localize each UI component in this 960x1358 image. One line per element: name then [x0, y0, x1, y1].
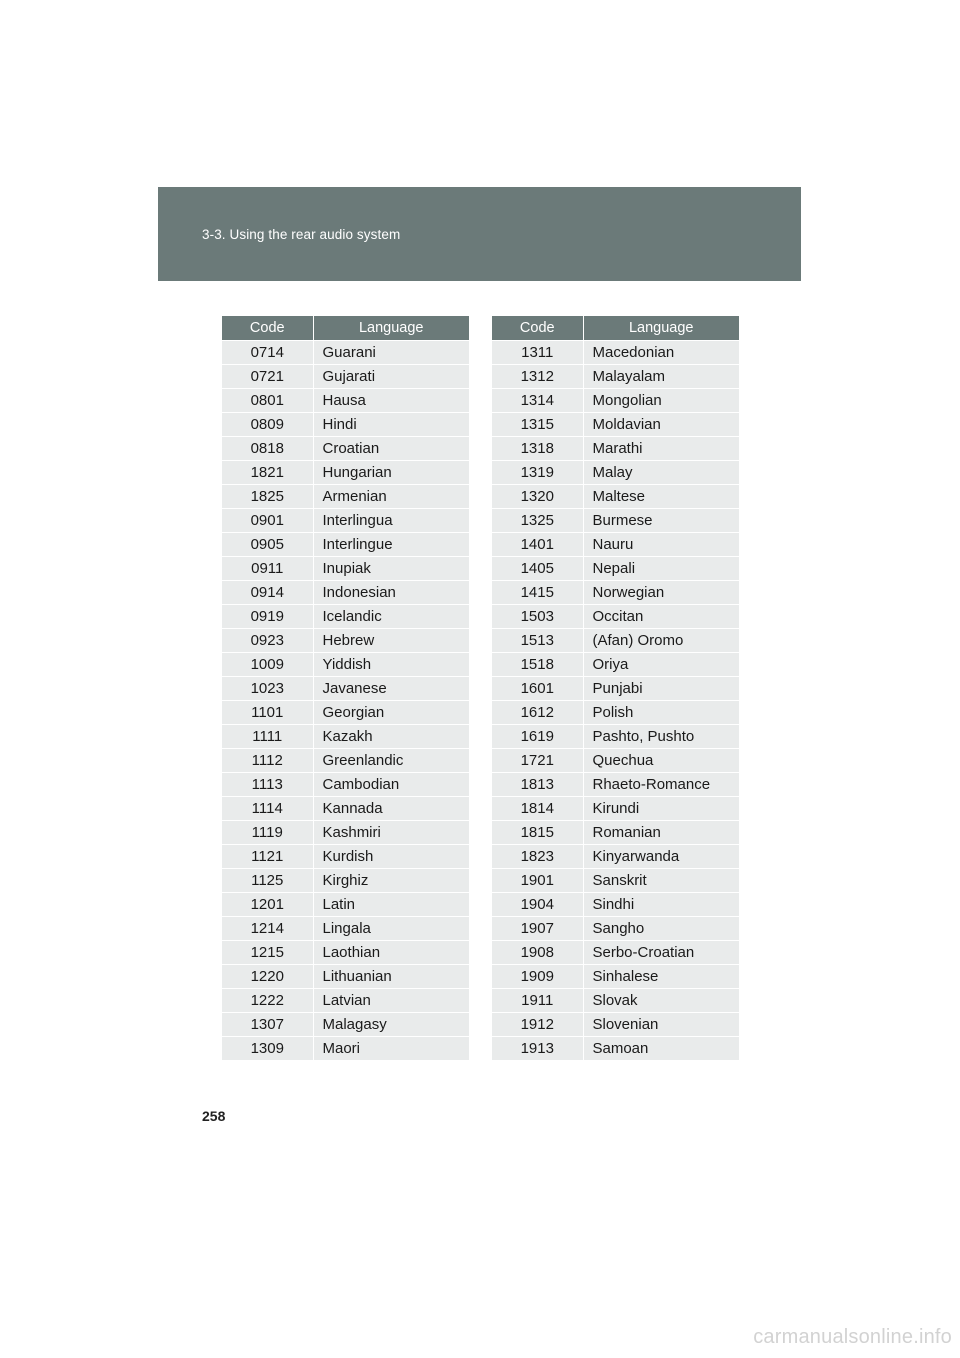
language-name-cell: Polish	[583, 701, 739, 725]
language-name-cell: Malagasy	[313, 1013, 469, 1037]
table-row	[222, 533, 469, 557]
language-name-cell: Georgian	[313, 701, 469, 725]
language-code-cell: 1101	[222, 701, 313, 725]
table-row	[492, 701, 739, 725]
language-name-cell: Nepali	[583, 557, 739, 581]
language-name-cell: Lingala	[313, 917, 469, 941]
language-name-cell: Inupiak	[313, 557, 469, 581]
table-row	[492, 797, 739, 821]
language-name-cell: Cambodian	[313, 773, 469, 797]
language-name-cell: Mongolian	[583, 389, 739, 413]
table-row	[222, 437, 469, 461]
language-name-cell: Latin	[313, 893, 469, 917]
language-code-cell: 1911	[492, 989, 583, 1013]
table-row	[492, 845, 739, 869]
table-row	[222, 605, 469, 629]
language-name-cell: Maltese	[583, 485, 739, 509]
language-code-cell: 1912	[492, 1013, 583, 1037]
table-row	[222, 1013, 469, 1037]
table-row	[222, 797, 469, 821]
language-name-cell: Yiddish	[313, 653, 469, 677]
table-row	[492, 533, 739, 557]
table-row	[222, 821, 469, 845]
language-name-cell: (Afan) Oromo	[583, 629, 739, 653]
language-code-cell: 1405	[492, 557, 583, 581]
language-code-cell: 0905	[222, 533, 313, 557]
table-row	[492, 965, 739, 989]
site-watermark: carmanualsonline.info	[753, 1326, 952, 1348]
table-row	[222, 413, 469, 437]
language-name-cell: Burmese	[583, 509, 739, 533]
language-code-cell: 1309	[222, 1037, 313, 1061]
language-code-cell: 1220	[222, 965, 313, 989]
language-code-cell: 0801	[222, 389, 313, 413]
table-row	[492, 653, 739, 677]
language-code-cell: 0721	[222, 365, 313, 389]
table-row	[492, 461, 739, 485]
language-code-cell: 1201	[222, 893, 313, 917]
language-code-cell: 1320	[492, 485, 583, 509]
table-row	[222, 389, 469, 413]
language-code-cell: 1415	[492, 581, 583, 605]
language-code-cell: 1314	[492, 389, 583, 413]
language-code-cell: 0919	[222, 605, 313, 629]
language-name-cell: Sanskrit	[583, 869, 739, 893]
table-row	[222, 773, 469, 797]
language-name-cell: Kirghiz	[313, 869, 469, 893]
language-name-cell: Kashmiri	[313, 821, 469, 845]
language-name-cell: Occitan	[583, 605, 739, 629]
table-row	[222, 749, 469, 773]
language-code-cell: 1907	[492, 917, 583, 941]
language-name-cell: Serbo-Croatian	[583, 941, 739, 965]
language-name-cell: Quechua	[583, 749, 739, 773]
table-row	[222, 965, 469, 989]
table-row	[222, 677, 469, 701]
language-code-cell: 1113	[222, 773, 313, 797]
table-row	[222, 365, 469, 389]
language-code-cell: 1518	[492, 653, 583, 677]
language-name-cell: Maori	[313, 1037, 469, 1061]
language-code-cell: 0923	[222, 629, 313, 653]
language-code-cell: 1913	[492, 1037, 583, 1061]
code-column-header: Code	[222, 316, 313, 341]
language-code-cell: 1909	[492, 965, 583, 989]
table-row	[492, 821, 739, 845]
table-row	[222, 581, 469, 605]
table-row	[492, 557, 739, 581]
language-name-cell: Slovenian	[583, 1013, 739, 1037]
language-name-cell: Hindi	[313, 413, 469, 437]
table-row	[492, 989, 739, 1013]
table-row	[222, 869, 469, 893]
table-row	[492, 725, 739, 749]
language-name-cell: Javanese	[313, 677, 469, 701]
language-code-cell: 1325	[492, 509, 583, 533]
language-code-cell: 1612	[492, 701, 583, 725]
table-row	[222, 917, 469, 941]
language-code-cell: 1319	[492, 461, 583, 485]
language-code-cell: 1312	[492, 365, 583, 389]
language-name-cell: Kazakh	[313, 725, 469, 749]
language-name-cell: Oriya	[583, 653, 739, 677]
language-name-cell: Hausa	[313, 389, 469, 413]
table-row	[222, 701, 469, 725]
language-code-cell: 1821	[222, 461, 313, 485]
language-code-cell: 1023	[222, 677, 313, 701]
language-code-cell: 1311	[492, 341, 583, 365]
language-code-cell: 1908	[492, 941, 583, 965]
language-code-cell: 1813	[492, 773, 583, 797]
table-row	[492, 365, 739, 389]
language-name-cell: Moldavian	[583, 413, 739, 437]
language-name-cell: Malayalam	[583, 365, 739, 389]
language-code-cell: 1619	[492, 725, 583, 749]
language-name-cell: Latvian	[313, 989, 469, 1013]
table-row	[492, 773, 739, 797]
table-row	[222, 485, 469, 509]
language-code-cell: 1119	[222, 821, 313, 845]
language-code-cell: 1214	[222, 917, 313, 941]
language-name-cell: Hebrew	[313, 629, 469, 653]
language-name-cell: Nauru	[583, 533, 739, 557]
language-name-cell: Marathi	[583, 437, 739, 461]
language-code-cell: 1307	[222, 1013, 313, 1037]
language-code-cell: 0911	[222, 557, 313, 581]
table-row	[492, 581, 739, 605]
table-header-row	[222, 316, 469, 341]
language-name-cell: Macedonian	[583, 341, 739, 365]
language-name-cell: Sinhalese	[583, 965, 739, 989]
language-name-cell: Lithuanian	[313, 965, 469, 989]
language-name-cell: Rhaeto-Romance	[583, 773, 739, 797]
language-name-cell: Slovak	[583, 989, 739, 1013]
language-code-cell: 1901	[492, 869, 583, 893]
table-row	[222, 1037, 469, 1061]
language-name-cell: Kannada	[313, 797, 469, 821]
language-name-cell: Norwegian	[583, 581, 739, 605]
language-name-cell: Interlingua	[313, 509, 469, 533]
language-code-cell: 1815	[492, 821, 583, 845]
table-row	[492, 749, 739, 773]
language-name-cell: Croatian	[313, 437, 469, 461]
language-name-cell: Icelandic	[313, 605, 469, 629]
language-name-cell: Romanian	[583, 821, 739, 845]
table-row	[492, 413, 739, 437]
language-name-cell: Gujarati	[313, 365, 469, 389]
language-code-cell: 0914	[222, 581, 313, 605]
table-row	[222, 725, 469, 749]
code-column-header: Code	[492, 316, 583, 341]
language-name-cell: Guarani	[313, 341, 469, 365]
table-row	[222, 557, 469, 581]
language-code-cell: 1503	[492, 605, 583, 629]
language-code-cell: 1825	[222, 485, 313, 509]
language-code-cell: 1125	[222, 869, 313, 893]
language-column-header: Language	[313, 316, 469, 341]
language-code-cell: 1215	[222, 941, 313, 965]
table-row	[492, 437, 739, 461]
language-code-cell: 1721	[492, 749, 583, 773]
language-code-table-left	[222, 316, 469, 1060]
language-code-cell: 1318	[492, 437, 583, 461]
table-row	[492, 893, 739, 917]
section-title: 3-3. Using the rear audio system	[202, 227, 401, 242]
language-name-cell: Sangho	[583, 917, 739, 941]
language-code-cell: 1222	[222, 989, 313, 1013]
table-row	[492, 941, 739, 965]
language-code-cell: 0818	[222, 437, 313, 461]
table-row	[492, 629, 739, 653]
language-code-cell: 1112	[222, 749, 313, 773]
table-row	[492, 341, 739, 365]
page-number: 258	[202, 1108, 226, 1124]
table-row	[492, 917, 739, 941]
language-code-cell: 1513	[492, 629, 583, 653]
language-code-cell: 0901	[222, 509, 313, 533]
table-row	[222, 989, 469, 1013]
language-code-cell: 1601	[492, 677, 583, 701]
language-code-cell: 1315	[492, 413, 583, 437]
table-row	[492, 485, 739, 509]
language-name-cell: Kurdish	[313, 845, 469, 869]
language-name-cell: Hungarian	[313, 461, 469, 485]
table-row	[492, 1037, 739, 1061]
table-row	[492, 389, 739, 413]
language-name-cell: Armenian	[313, 485, 469, 509]
table-row	[222, 893, 469, 917]
language-code-cell: 1121	[222, 845, 313, 869]
language-name-cell: Kirundi	[583, 797, 739, 821]
table-row	[222, 941, 469, 965]
language-name-cell: Sindhi	[583, 893, 739, 917]
table-row	[492, 677, 739, 701]
language-name-cell: Pashto, Pushto	[583, 725, 739, 749]
language-name-cell: Kinyarwanda	[583, 845, 739, 869]
language-column-header: Language	[583, 316, 739, 341]
language-code-cell: 1401	[492, 533, 583, 557]
table-row	[492, 605, 739, 629]
language-code-cell: 1111	[222, 725, 313, 749]
language-code-cell: 0809	[222, 413, 313, 437]
table-row	[492, 1013, 739, 1037]
table-row	[492, 869, 739, 893]
language-name-cell: Punjabi	[583, 677, 739, 701]
language-name-cell: Laothian	[313, 941, 469, 965]
language-name-cell: Indonesian	[313, 581, 469, 605]
table-row	[222, 629, 469, 653]
language-code-cell: 1009	[222, 653, 313, 677]
table-row	[222, 653, 469, 677]
language-name-cell: Interlingue	[313, 533, 469, 557]
section-header-band	[158, 187, 801, 281]
table-row	[492, 509, 739, 533]
language-name-cell: Malay	[583, 461, 739, 485]
language-name-cell: Samoan	[583, 1037, 739, 1061]
table-row	[222, 509, 469, 533]
language-code-table-right	[492, 316, 739, 1060]
language-code-cell: 1823	[492, 845, 583, 869]
language-code-cell: 1814	[492, 797, 583, 821]
language-code-cell: 1114	[222, 797, 313, 821]
table-row	[222, 845, 469, 869]
table-row	[222, 341, 469, 365]
table-row	[222, 461, 469, 485]
language-code-cell: 1904	[492, 893, 583, 917]
language-name-cell: Greenlandic	[313, 749, 469, 773]
language-code-cell: 0714	[222, 341, 313, 365]
table-header-row	[492, 316, 739, 341]
